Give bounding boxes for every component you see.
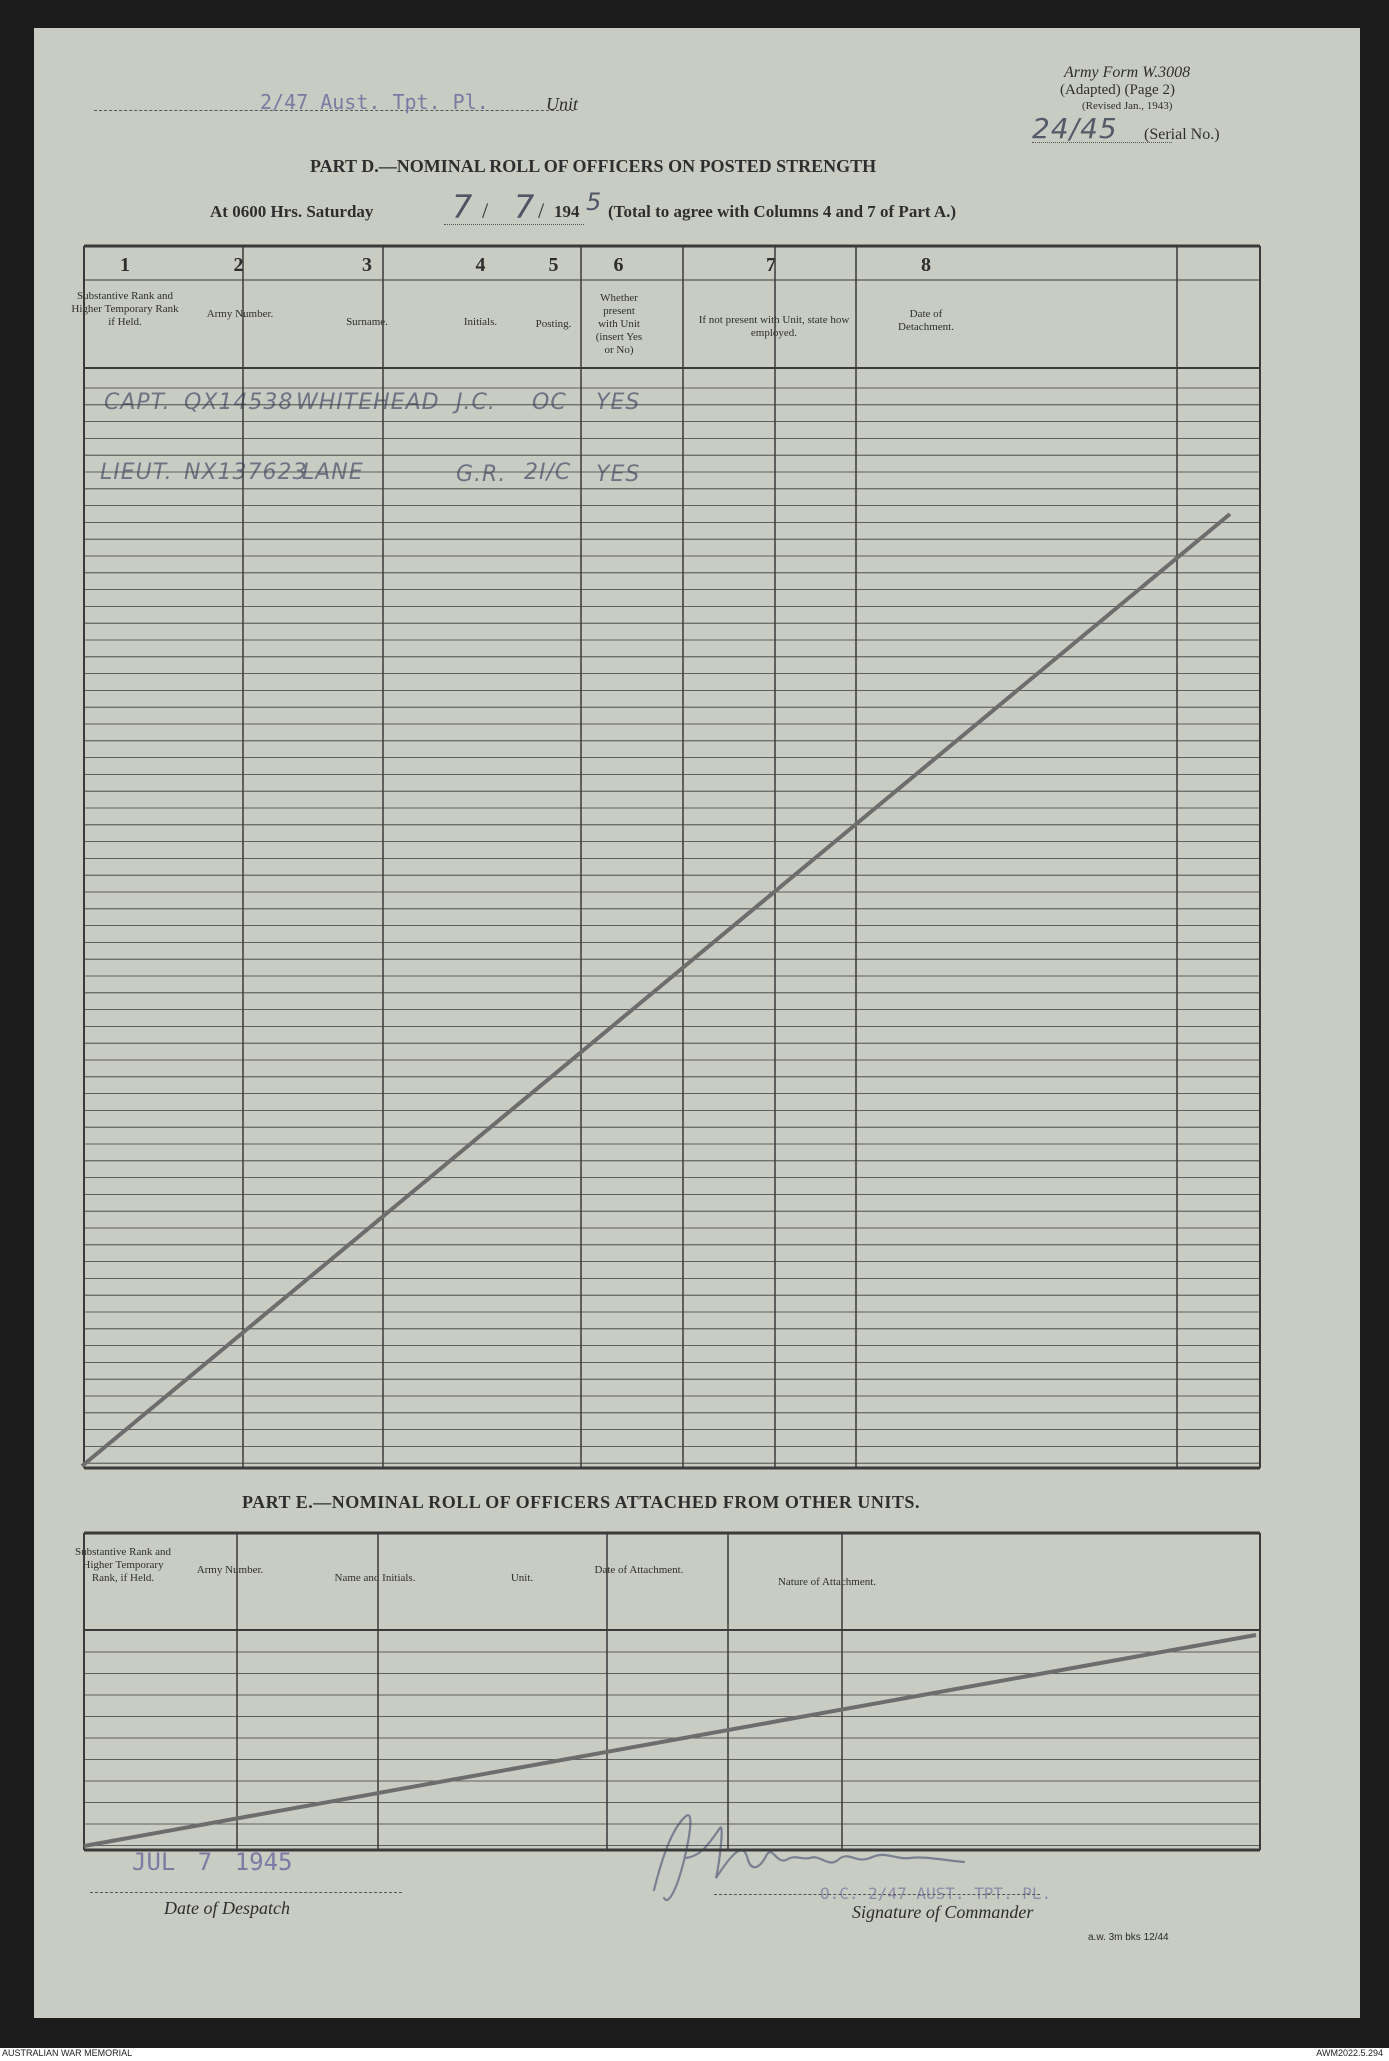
col-number-6: 6 bbox=[613, 254, 624, 276]
form-rulings bbox=[34, 28, 1360, 2018]
row-2-posting: 2I/C bbox=[524, 460, 572, 485]
archive-left-caption: AUSTRALIAN WAR MEMORIAL bbox=[2, 2048, 133, 2058]
col-number-5: 5 bbox=[548, 254, 559, 276]
date-year-digit: 5 bbox=[586, 188, 603, 216]
date-sep-2: / bbox=[538, 198, 545, 223]
col-header-rank: Substantive Rank and Higher Temporary Rank if Held. bbox=[71, 290, 179, 328]
row-1-rank: CAPT. bbox=[104, 390, 171, 415]
row-2-army-number: NX137623 bbox=[184, 460, 308, 485]
e-header-army-number: Army Number. bbox=[196, 1564, 264, 1576]
form-page bbox=[34, 28, 1360, 2018]
col-number-3: 3 bbox=[362, 254, 372, 276]
date-year: 194 bbox=[554, 202, 580, 221]
date-month: 7 bbox=[514, 188, 536, 226]
e-header-unit: Unit. bbox=[510, 1572, 534, 1584]
form-number: Army Form W.3008 bbox=[1064, 64, 1191, 81]
date-sep-1: / bbox=[482, 198, 489, 223]
col-number-2: 2 bbox=[233, 254, 244, 276]
unit-label: Unit bbox=[546, 94, 579, 114]
part-e-title: PART E.—NOMINAL ROLL OF OFFICERS ATTACHED FROM OTHER UNITS. bbox=[242, 1492, 920, 1512]
archive-right-caption: AWM2022.5.294 bbox=[1316, 2048, 1383, 2058]
commander-stamp: O.C. 2/47 AUST. TPT. PL. bbox=[820, 1884, 1052, 1903]
e-header-rank: Substantive Rank and Higher Temporary Rank, if Held. bbox=[75, 1546, 171, 1584]
commander-label: Signature of Commander bbox=[852, 1902, 1034, 1922]
cancel-stroke-part-e bbox=[84, 1635, 1256, 1846]
unit-value: 2/47 Aust. Tpt. Pl. bbox=[260, 90, 489, 114]
col-number-1: 1 bbox=[120, 254, 130, 276]
part-d-title: PART D.—NOMINAL ROLL OF OFFICERS ON POSTED STRENGTH bbox=[310, 156, 877, 176]
col-number-8: 8 bbox=[921, 254, 931, 276]
despatch-label: Date of Despatch bbox=[164, 1898, 290, 1918]
row-2-surname: LANE bbox=[302, 460, 364, 485]
row-2-initials: G.R. bbox=[456, 462, 507, 487]
print-code: a.w. 3m bks 12/44 bbox=[1088, 1932, 1169, 1943]
row-2-present: YES bbox=[596, 462, 641, 487]
e-header-nature: Nature of Attachment. bbox=[777, 1576, 877, 1588]
despatch-stamp: JUL 7 1945 bbox=[132, 1848, 293, 1876]
col-header-present: Whether present with Unit (insert Yes or No) bbox=[595, 292, 643, 356]
col-number-7: 7 bbox=[766, 254, 776, 276]
date-suffix: (Total to agree with Columns 4 and 7 of Part A.) bbox=[608, 202, 957, 221]
row-1-posting: OC bbox=[532, 390, 567, 415]
col-header-employed: If not present with Unit, state how employed. bbox=[698, 314, 850, 339]
form-adapted: (Adapted) (Page 2) bbox=[1060, 82, 1175, 98]
e-header-name: Name and Initials. bbox=[334, 1572, 416, 1584]
row-1-army-number: QX14538 bbox=[184, 390, 294, 415]
row-2-rank: LIEUT. bbox=[100, 460, 173, 485]
row-1-surname: WHITEHEAD bbox=[296, 390, 440, 415]
archive-caption-bar bbox=[0, 2048, 1389, 2061]
col-header-surname: Surname. bbox=[346, 316, 388, 328]
col-header-initials: Initials. bbox=[463, 316, 498, 328]
e-header-date: Date of Attachment. bbox=[594, 1564, 684, 1576]
form-revised: (Revised Jan., 1943) bbox=[1082, 100, 1173, 112]
col-header-army-number: Army Number. bbox=[206, 308, 274, 320]
row-1-initials: J.C. bbox=[456, 390, 496, 415]
serial-value: 24/45 bbox=[1032, 112, 1118, 145]
col-number-4: 4 bbox=[475, 254, 486, 276]
col-header-posting: Posting. bbox=[535, 318, 572, 330]
row-1-present: YES bbox=[596, 390, 641, 415]
col-header-detachment: Date of Detachment. bbox=[898, 308, 954, 333]
serial-label: (Serial No.) bbox=[1144, 126, 1220, 143]
date-prefix: At 0600 Hrs. Saturday bbox=[210, 202, 374, 221]
date-day: 7 bbox=[452, 188, 474, 226]
